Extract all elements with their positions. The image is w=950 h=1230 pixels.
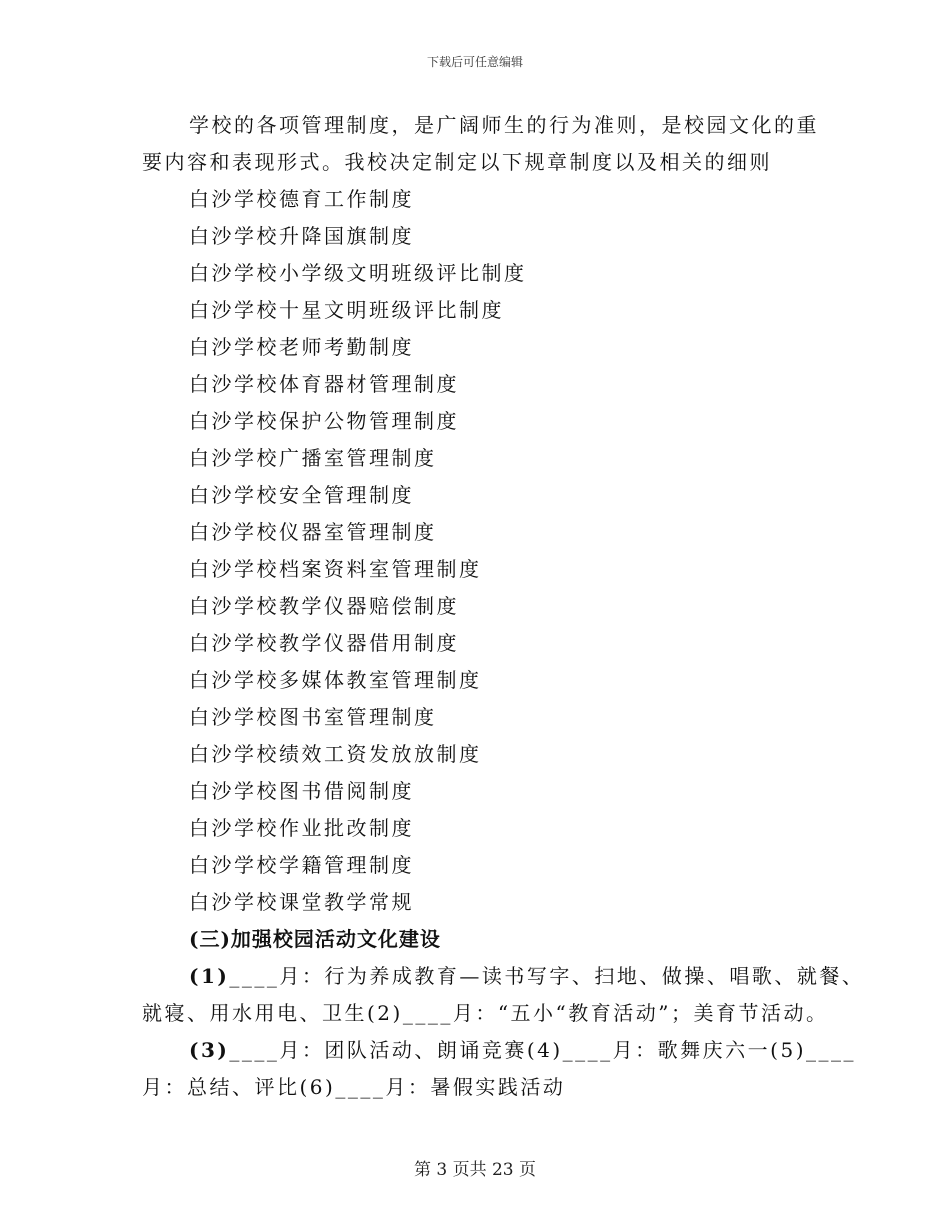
- activity-paragraph-1-line-1: [142, 958, 865, 995]
- activity-text: ____月：团队活动、朗诵竞赛(4)____月：歌舞庆六一(5)____: [229, 1038, 857, 1062]
- document-body: [142, 107, 865, 1106]
- rule-item: 白沙学校升降国旗制度: [189, 224, 414, 248]
- activity-paragraph-2-line-2: 月：总结、评比(6)____月：暑假实践活动: [142, 1075, 566, 1099]
- rules-list: [142, 181, 832, 921]
- rule-item: 白沙学校学籍管理制度: [189, 853, 414, 877]
- rule-item: 白沙学校十星文明班级评比制度: [189, 298, 504, 322]
- rule-item: 白沙学校档案资料室管理制度: [189, 557, 482, 581]
- activity-text: ____月：行为养成教育—读书写字、扫地、做操、唱歌、就餐、: [229, 964, 865, 988]
- rule-item: 白沙学校小学级文明班级评比制度: [189, 261, 527, 285]
- rule-item: 白沙学校体育器材管理制度: [189, 372, 459, 396]
- section-heading: (三)加强校园活动文化建设: [189, 927, 441, 951]
- rule-item: 白沙学校绩效工资发放放制度: [189, 742, 482, 766]
- rule-item: 白沙学校德育工作制度: [189, 187, 414, 211]
- rule-item: 白沙学校多媒体教室管理制度: [189, 668, 482, 692]
- rule-item: 白沙学校作业批改制度: [189, 816, 414, 840]
- rule-item: 白沙学校广播室管理制度: [189, 446, 437, 470]
- intro-line-1: 学校的各项管理制度，是广阔师生的行为准则，是校园文化的重: [189, 113, 819, 137]
- rule-item: 白沙学校老师考勤制度: [189, 335, 414, 359]
- rule-item: 白沙学校仪器室管理制度: [189, 520, 437, 544]
- intro-line-2: 要内容和表现形式。我校决定制定以下规章制度以及相关的细则: [142, 150, 772, 174]
- rule-item: 白沙学校图书借阅制度: [189, 779, 414, 803]
- rule-item: 白沙学校保护公物管理制度: [189, 409, 459, 433]
- rule-item: 白沙学校图书室管理制度: [189, 705, 437, 729]
- rule-item: 白沙学校教学仪器借用制度: [189, 631, 459, 655]
- item-number: (3): [189, 1038, 230, 1062]
- rule-item: 白沙学校安全管理制度: [189, 483, 414, 507]
- page-header: 下载后可任意编辑: [426, 55, 523, 69]
- rule-item: 白沙学校课堂教学常规: [189, 890, 414, 914]
- rule-item: 白沙学校教学仪器赔偿制度: [189, 594, 459, 618]
- page-footer: 第 3 页共 23 页: [413, 1160, 537, 1180]
- activity-paragraph-2-line-1: [142, 1032, 857, 1069]
- activity-paragraph-1-line-2: 就寝、用水用电、卫生(2)____月：“五小“教育活动”；美育节活动。: [142, 1001, 829, 1025]
- item-number: (1): [189, 964, 230, 988]
